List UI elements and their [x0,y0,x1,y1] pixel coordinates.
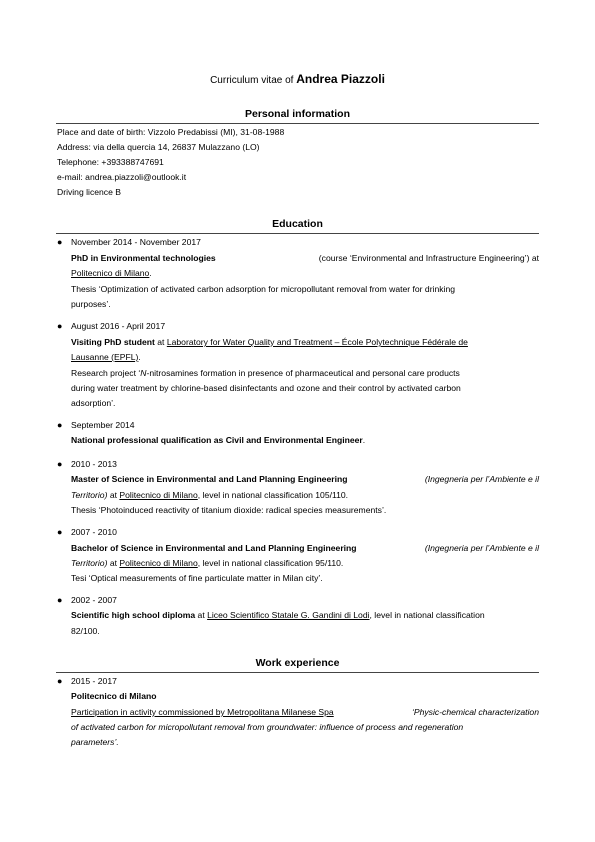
degree-title: Bachelor of Science in Environmental and Land Planning Engineering [71,543,357,553]
candidate-name: Andrea Piazzoli [296,72,385,86]
education-date: 2002 - 2007 [71,595,117,605]
address-info: Address: via della quercia 14, 26837 Mulazzano (LO) [57,142,260,152]
section-heading-personal: Personal information [244,108,350,120]
degree-title: PhD in Environmental technologies [71,253,216,263]
bullet-icon: ● [57,237,63,247]
title-prefix: Curriculum vitae of [210,75,294,86]
education-date: September 2014 [71,420,135,430]
project-line: Research project ‘N-nitrosamines formation in presence of pharmaceutical and personal care products [71,368,460,378]
institution-link[interactable]: Politecnico di Milano [119,490,198,500]
section-heading-work: Work experience [255,657,340,669]
birth-info: Place and date of birth: Vizzolo Predabissi (MI), 31-08-1988 [57,127,285,137]
activity-description: parameters’. [71,737,119,747]
degree-title: National professional qualification as Civil and Environmental Engineer [71,435,363,445]
bullet-icon: ● [57,527,63,537]
bullet-icon: ● [57,459,63,469]
education-date: 2007 - 2010 [71,527,117,537]
telephone-info: Telephone: +393388747691 [57,157,164,167]
bullet-icon: ● [57,595,63,605]
email-info: e-mail: andrea.piazzoli@outlook.it [57,172,187,182]
project-line: during water treatment by chlorine-based disinfectants and ozone and their control by activated carbon [71,383,461,393]
bullet-icon: ● [57,321,63,331]
degree-italian-name: (Ingegneria per l’Ambiente e il [424,474,539,484]
employer-name: Politecnico di Milano [71,691,157,701]
section-divider [56,672,539,673]
page-title [0,72,595,86]
thesis-line: Thesis ‘Optimization of activated carbon adsorption for micropollutant removal from water for drinking [71,284,456,294]
degree-title: Master of Science in Environmental and Land Planning Engineering [71,474,348,484]
thesis-line: purposes’. [71,299,111,309]
project-line: adsorption’. [71,398,116,408]
bullet-icon: ● [57,420,63,430]
institution-link[interactable]: Lausanne (EPFL) [71,352,139,362]
section-divider [56,233,539,234]
bullet-icon: ● [57,676,63,686]
thesis-line: Thesis ‘Photoinduced reactivity of titanium dioxide: radical species measurements’. [71,505,387,515]
section-heading-education: Education [272,218,323,230]
degree-title: Visiting PhD student [71,337,155,347]
degree-title: Scientific high school diploma [71,610,196,620]
degree-italian-name: (Ingegneria per l’Ambiente e il [424,543,539,553]
driving-licence-info: Driving licence B [57,187,121,197]
activity-link[interactable]: Participation in activity commissioned by Metropolitana Milanese Spa [71,707,334,717]
education-date: November 2014 - November 2017 [71,237,201,247]
education-date: 2010 - 2013 [71,459,117,469]
thesis-line: Tesi ‘Optical measurements of fine particulate matter in Milan city’. [71,573,323,583]
work-date: 2015 - 2017 [71,676,117,686]
degree-course: (course ‘Environmental and Infrastructure Engineering’) at [318,253,539,263]
activity-description: of activated carbon for micropollutant removal from groundwater: influence of process and regeneration [71,722,464,732]
institution-link[interactable]: Politecnico di Milano [71,268,150,278]
section-divider [56,123,539,124]
education-date: August 2016 - April 2017 [71,321,166,331]
institution-link[interactable]: Laboratory for Water Quality and Treatment – École Polytechnique Fédérale de [166,337,468,347]
institution-link[interactable]: Liceo Scientifico Statale G. Gandini di Lodi [207,610,370,620]
institution-link[interactable]: Politecnico di Milano [119,558,198,568]
activity-description: ‘Physic-chemical characterization [411,707,539,717]
